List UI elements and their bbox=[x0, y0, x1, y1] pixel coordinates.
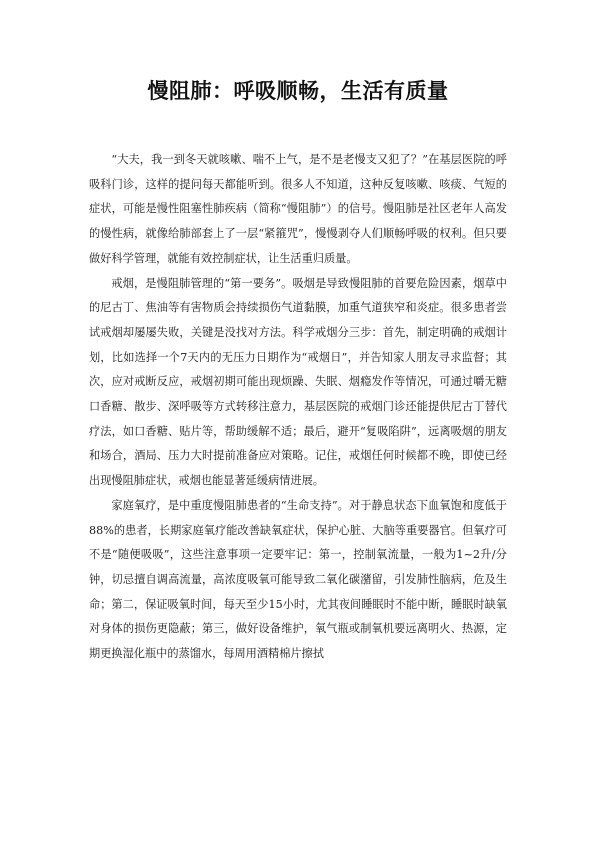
paragraph-intro: “大夫，我一到冬天就咳嗽、喘不上气，是不是老慢支又犯了？”在基层医院的呼吸科门诊，这样的提问每天都能听到。很多人不知道，这种反复咳嗽、咳痰、气短的症状，可能是慢性阻塞性肺疾病（简称“慢阻肺”）的信号。慢阻肺是社区老年人高发的慢性病，就像给肺部套上了一层“紧箍咒”，慢慢剥夺人们顺畅呼吸的权利。但只要做好科学管理，就能有效控制症状，让生活重归质量。 bbox=[89, 153, 507, 265]
paragraph-home-oxygen: 家庭氧疗，是中重度慢阻肺患者的“生命支持”。对于静息状态下血氧饱和度低于88%的患者，长期家庭氧疗能改善缺氧症状，保护心脏、大脑等重要器官。但氧疗可不是“随便吸吸”，这些注意事项一定要牢记：第一，控制氧流量，一般为1~2升/分钟，切忌擅自调高流量，高浓度吸氧可能导致二氧化碳潴留，引发肺性脑病，危及生命；第二，保证吸氧时间，每天至少15小时，尤其夜间睡眠时不能中断，睡眠时缺氧对身体的损伤更隐蔽；第三，做好设备维护，氧气瓶或制氧机要远离明火、热源，定期更换湿化瓶中的蒸馏水，每周用酒精棉片擦拭 bbox=[89, 498, 507, 661]
article-title: 慢阻肺：呼吸顺畅，生活有质量 bbox=[147, 79, 449, 103]
paragraph-quit-smoking: 戒烟，是慢阻肺管理的“第一要务”。吸烟是导致慢阻肺的首要危险因素，烟草中的尼古丁、焦油等有害物质会持续损伤气道黏膜，加重气道狭窄和炎症。很多患者尝试戒烟却屡屡失败，关键是没找对方法。科学戒烟分三步：首先，制定明确的戒烟计划，比如选择一个7天内的无压力日期作为“戒烟日”，并告知家人朋友寻求监督；其次，应对戒断反应，戒烟初期可能出现烦躁、失眠、烟瘾发作等情况，可通过嚼无糖口香糖、散步、深呼吸等方式转移注意力，基层医院的戒烟门诊还能提供尼古丁替代疗法，如口香糖、贴片等，帮助缓解不适；最后，避开“复吸陷阱”，远离吸烟的朋友和场合，酒局、压力大时提前准备应对策略。记住，戒烟任何时候都不晚，即使已经出现慢阻肺症状，戒烟也能显著延缓病情进展。 bbox=[89, 276, 507, 488]
